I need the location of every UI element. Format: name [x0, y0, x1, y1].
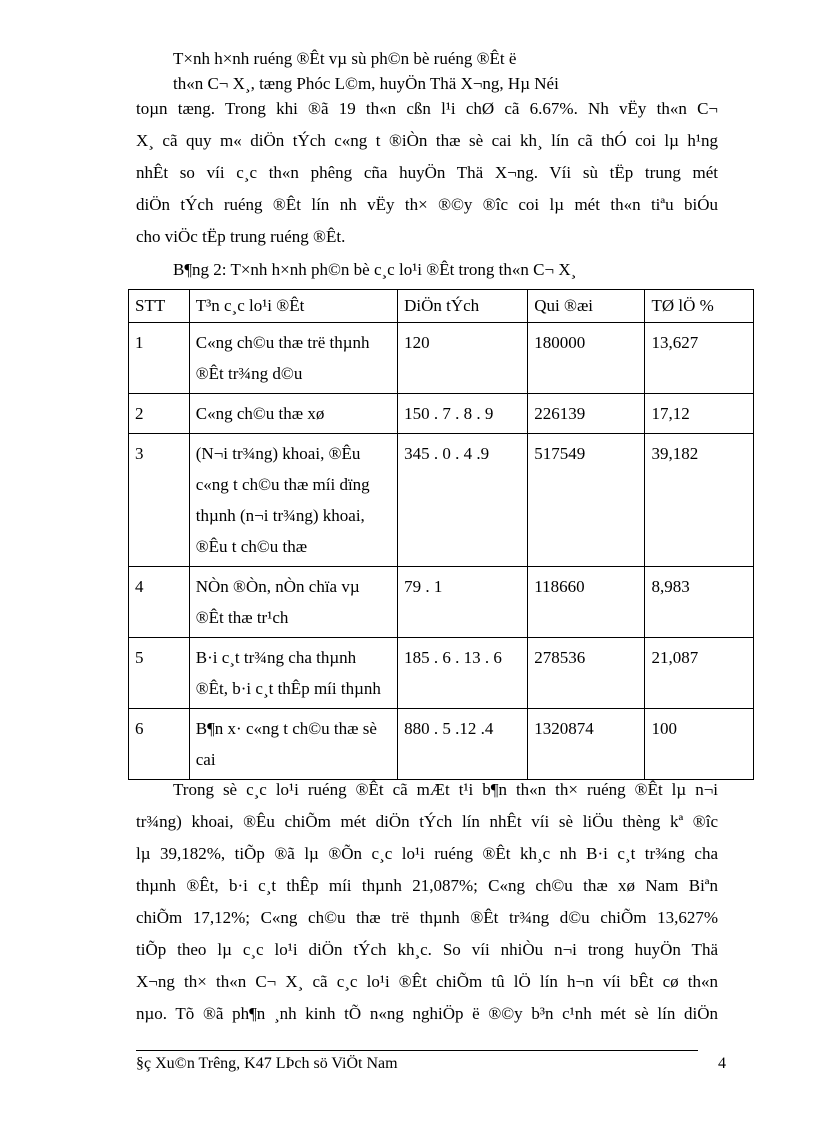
cell-stt: 5: [129, 638, 190, 709]
intro-line-2: th«n C¬ X¸, tæng Phóc L©m, huyÖn Thä X¬ng, Hµ Néi: [173, 74, 559, 93]
footer-author: §ç Xu©n Trêng, K47 LÞch sö ViÖt Nam: [136, 1055, 398, 1072]
header-ratio: TØ lÖ %: [645, 290, 754, 323]
cell-ratio: 13,627: [645, 323, 754, 394]
paragraph-2-line: Trong sè c¸c lo¹i ruéng ®Êt cã mÆt t¹i b¶n th«n th× ruéng ®Êt lµ n¬i: [173, 780, 718, 799]
paragraph-2-line: nµo. Tõ ®ã ph¶n ¸nh kinh tÕ n«ng nghiÖp ë ®©y b³n c¹nh mét sè lín diÖn: [136, 1004, 718, 1023]
cell-ratio: 100: [645, 709, 754, 780]
table-caption: B¶ng 2: T×nh h×nh ph©n bè c¸c lo¹i ®Êt trong th«n C¬ X¸: [173, 260, 577, 279]
header-land-type: T³n c¸c lo¹i ®Êt: [189, 290, 397, 323]
cell-land-type: (N¬i tr¾ng) khoai, ®Êu c«ng t ch©u thæ míi dïng thµnh (n¬i tr¾ng) khoai, ®Êu t ch©u thæ: [189, 434, 397, 567]
cell-land-type: C«ng ch©u thæ trë thµnh ®Êt tr¾ng d©u: [189, 323, 397, 394]
paragraph-1-line: toµn tæng. Trong khi ®ã 19 th«n cßn l¹i chØ cã 6.67%. Nh vËy th«n C¬: [136, 99, 718, 118]
table-row: [129, 567, 754, 638]
land-distribution-table: [128, 289, 754, 780]
cell-stt: 4: [129, 567, 190, 638]
table-header-row: [129, 290, 754, 323]
cell-area: 880 . 5 .12 .4: [398, 709, 528, 780]
header-area: DiÖn tÝch: [398, 290, 528, 323]
paragraph-1-line: diÖn tÝch ruéng ®Êt lín nh vËy th× ®©y ®îc coi lµ mét th«n tiªu biÓu: [136, 195, 718, 214]
cell-converted: 278536: [528, 638, 645, 709]
cell-ratio: 8,983: [645, 567, 754, 638]
paragraph-2-line: tr¾ng) khoai, ®Êu chiÕm mét diÖn tÝch lín nhÊt víi sè liÖu thèng kª ®îc: [136, 812, 718, 831]
paragraph-1-line: cho viÖc tËp trung ruéng ®Êt.: [136, 227, 346, 246]
paragraph-1-line: nhÊt so víi c¸c th«n phêng cña huyÖn Thä X¬ng. Víi sù tËp trung mét: [136, 163, 718, 182]
paragraph-2-line: chiÕm 17,12%; C«ng ch©u thæ trë thµnh ®Êt tr¾ng d©u chiÕm 13,627%: [136, 908, 718, 927]
cell-stt: 2: [129, 394, 190, 434]
cell-converted: 180000: [528, 323, 645, 394]
cell-area: 345 . 0 . 4 .9: [398, 434, 528, 567]
cell-land-type: B¶n x· c«ng t ch©u thæ sè cai: [189, 709, 397, 780]
page-number: 4: [718, 1055, 726, 1072]
cell-stt: 1: [129, 323, 190, 394]
table-row: [129, 638, 754, 709]
intro-line-1: T×nh h×nh ruéng ®Êt vµ sù ph©n bè ruéng ®Êt ë: [173, 49, 517, 68]
paragraph-2-line: lµ 39,182%, tiÕp ®ã lµ ®Õn c¸c lo¹i ruéng ®Êt kh¸c nh B·i c¸t tr¾ng cha: [136, 844, 718, 863]
cell-land-type: C«ng ch©u thæ xø: [189, 394, 397, 434]
cell-stt: 3: [129, 434, 190, 567]
header-converted: Qui ®æi: [528, 290, 645, 323]
cell-ratio: 17,12: [645, 394, 754, 434]
cell-converted: 517549: [528, 434, 645, 567]
cell-ratio: 21,087: [645, 638, 754, 709]
paragraph-2-line: thµnh ®Êt, b·i c¸t thÊp míi thµnh 21,087%; C«ng ch©u thæ xø Nam Biªn: [136, 876, 718, 895]
cell-land-type: B·i c¸t tr¾ng cha thµnh ®Êt, b·i c¸t thÊp míi thµnh: [189, 638, 397, 709]
table-row: [129, 709, 754, 780]
cell-converted: 118660: [528, 567, 645, 638]
cell-ratio: 39,182: [645, 434, 754, 567]
table-row: [129, 323, 754, 394]
table-row: [129, 434, 754, 567]
header-stt: STT: [129, 290, 190, 323]
cell-converted: 1320874: [528, 709, 645, 780]
cell-area: 79 . 1: [398, 567, 528, 638]
paragraph-2-line: tiÕp theo lµ c¸c lo¹i diÖn tÝch kh¸c. So víi nhiÒu n¬i trong huyÖn Thä: [136, 940, 718, 959]
table-row: [129, 394, 754, 434]
cell-area: 185 . 6 . 13 . 6: [398, 638, 528, 709]
footer-divider: [136, 1050, 698, 1051]
cell-land-type: NÒn ®Òn, nÒn chïa vµ ®Êt thæ tr¹ch: [189, 567, 397, 638]
paragraph-2-line: X¬ng th× th«n C¬ X¸ cã c¸c lo¹i ®Êt chiÕm tû lÖ lín h¬n víi bÊt cø th«n: [136, 972, 718, 991]
paragraph-1-line: X¸ cã quy m« diÖn tÝch c«ng t ®iÒn thæ sè cai kh¸ lín cã thÓ coi lµ h¹ng: [136, 131, 718, 150]
cell-stt: 6: [129, 709, 190, 780]
cell-area: 150 . 7 . 8 . 9: [398, 394, 528, 434]
cell-area: 120: [398, 323, 528, 394]
cell-converted: 226139: [528, 394, 645, 434]
